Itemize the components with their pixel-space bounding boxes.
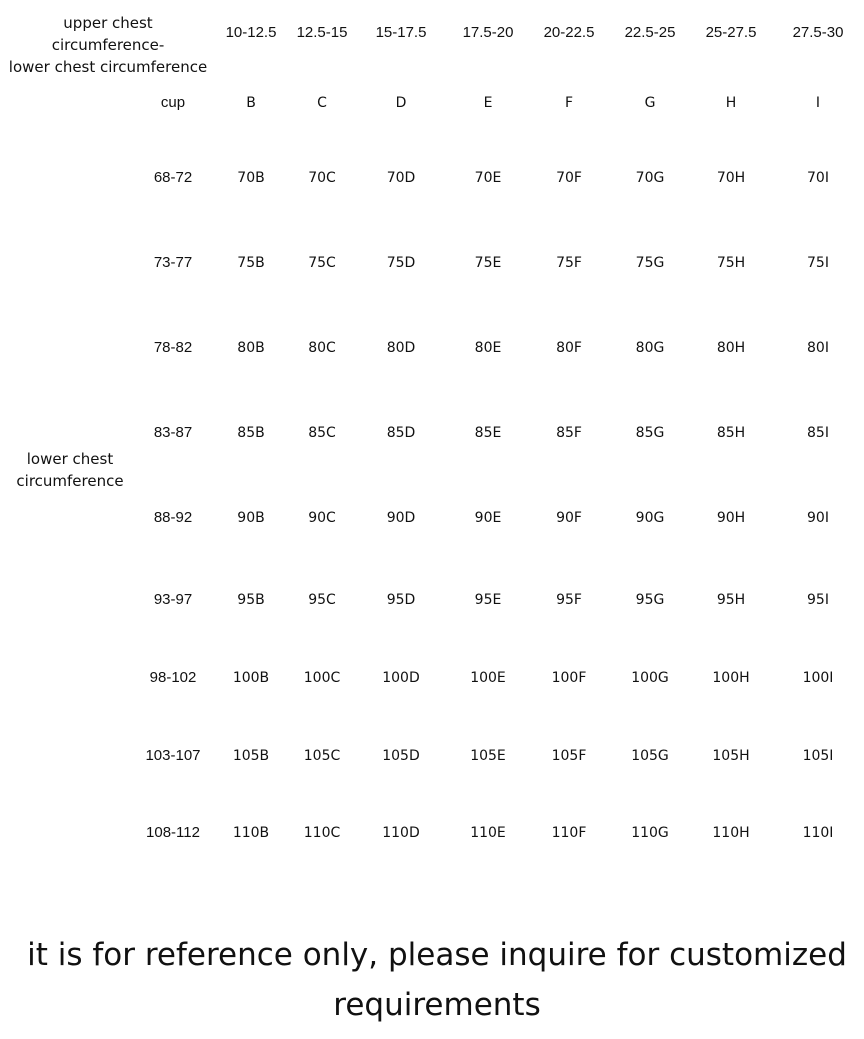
band-range-cell: 88-92 [153, 509, 193, 526]
size-cell: 100E [470, 670, 506, 686]
size-cell: 85H [716, 425, 746, 441]
size-cell: 85B [237, 425, 265, 441]
size-cell: 100H [712, 670, 750, 686]
cup-header-cell: G [644, 95, 656, 111]
band-range-cell: 103-107 [145, 747, 201, 764]
band-range-cell: 78-82 [153, 339, 193, 356]
size-cell: 95G [635, 592, 665, 608]
size-cell: 90F [556, 510, 582, 526]
size-cell: 110D [382, 825, 420, 841]
size-cell: 90E [474, 510, 502, 526]
range-header-cell: 15-17.5 [375, 24, 427, 41]
size-cell: 110H [712, 825, 750, 841]
cup-header-cell: F [564, 95, 574, 111]
cup-header-label: cup [160, 94, 186, 111]
size-cell: 110I [802, 825, 834, 841]
size-cell: 95E [474, 592, 502, 608]
size-cell: 105F [551, 748, 587, 764]
size-cell: 95C [308, 592, 336, 608]
size-cell: 85I [807, 425, 829, 441]
range-header-cell: 17.5-20 [462, 24, 514, 41]
size-cell: 75C [308, 255, 336, 271]
size-cell: 85G [635, 425, 665, 441]
size-cell: 70C [308, 170, 336, 186]
cup-header-cell: D [395, 95, 407, 111]
size-cell: 105C [303, 748, 341, 764]
header-line-1: upper chest circumference- [51, 14, 165, 54]
size-cell: 100C [303, 670, 341, 686]
reference-note-line-1: it is for reference only, please inquire for customized [27, 937, 847, 973]
size-cell: 80H [716, 340, 746, 356]
size-cell: 75D [386, 255, 416, 271]
size-cell: 110B [232, 825, 270, 841]
size-cell: 100I [802, 670, 834, 686]
size-cell: 80G [635, 340, 665, 356]
size-cell: 95F [556, 592, 582, 608]
cup-header-cell: H [725, 95, 737, 111]
size-cell: 80D [386, 340, 416, 356]
header-line-2: lower chest circumference [8, 58, 208, 76]
cup-header-cell: B [246, 95, 256, 111]
size-cell: 80E [474, 340, 502, 356]
size-cell: 90G [635, 510, 665, 526]
size-cell: 80C [308, 340, 336, 356]
size-cell: 80B [237, 340, 265, 356]
size-cell: 95B [237, 592, 265, 608]
band-range-cell: 93-97 [153, 591, 193, 608]
range-header-cell: 25-27.5 [705, 24, 757, 41]
range-header-cell: 27.5-30 [792, 24, 844, 41]
size-cell: 110C [303, 825, 341, 841]
cup-header-cell: I [815, 95, 821, 111]
size-cell: 95D [386, 592, 416, 608]
range-header-cell: 10-12.5 [225, 24, 277, 41]
size-cell: 85F [556, 425, 582, 441]
size-cell: 75B [237, 255, 265, 271]
size-cell: 90I [807, 510, 829, 526]
range-header-cell: 12.5-15 [296, 24, 348, 41]
size-cell: 90C [308, 510, 336, 526]
size-cell: 70I [807, 170, 829, 186]
row-axis-label [10, 448, 130, 492]
size-cell: 105H [712, 748, 750, 764]
side-label-line-1: lower chest [26, 450, 114, 468]
size-cell: 95H [716, 592, 746, 608]
size-cell: 100B [232, 670, 270, 686]
band-range-cell: 68-72 [153, 169, 193, 186]
band-range-cell: 98-102 [149, 669, 197, 686]
corner-header-label [8, 12, 208, 78]
band-range-cell: 108-112 [146, 824, 200, 841]
size-cell: 90D [386, 510, 416, 526]
size-cell: 75F [556, 255, 582, 271]
size-cell: 110E [470, 825, 506, 841]
band-range-cell: 83-87 [153, 424, 193, 441]
size-cell: 90H [716, 510, 746, 526]
size-cell: 105I [802, 748, 834, 764]
size-cell: 80F [556, 340, 582, 356]
size-cell: 70B [237, 170, 265, 186]
size-cell: 105E [470, 748, 506, 764]
size-cell: 70E [474, 170, 502, 186]
size-cell: 80I [807, 340, 829, 356]
range-header-cell: 20-22.5 [543, 24, 595, 41]
cup-header-cell: E [483, 95, 493, 111]
size-cell: 110F [551, 825, 587, 841]
size-cell: 70D [386, 170, 416, 186]
size-cell: 90B [237, 510, 265, 526]
size-cell: 100D [382, 670, 420, 686]
size-cell: 110G [631, 825, 669, 841]
size-cell: 105B [232, 748, 270, 764]
reference-note-line-2: requirements [333, 987, 541, 1023]
size-cell: 75H [716, 255, 746, 271]
size-cell: 85E [474, 425, 502, 441]
size-cell: 85D [386, 425, 416, 441]
size-cell: 100G [631, 670, 669, 686]
size-cell: 95I [807, 592, 829, 608]
side-label-line-2: circumference [16, 472, 124, 490]
range-header-cell: 22.5-25 [624, 24, 676, 41]
size-cell: 100F [551, 670, 587, 686]
band-range-cell: 73-77 [153, 254, 193, 271]
size-cell: 70G [635, 170, 665, 186]
size-cell: 105G [631, 748, 669, 764]
reference-note [10, 930, 864, 1030]
size-cell: 85C [308, 425, 336, 441]
size-cell: 70H [716, 170, 746, 186]
size-cell: 105D [382, 748, 420, 764]
size-cell: 75E [474, 255, 502, 271]
size-cell: 70F [556, 170, 582, 186]
size-cell: 75I [807, 255, 829, 271]
size-cell: 75G [635, 255, 665, 271]
cup-header-cell: C [317, 95, 327, 111]
